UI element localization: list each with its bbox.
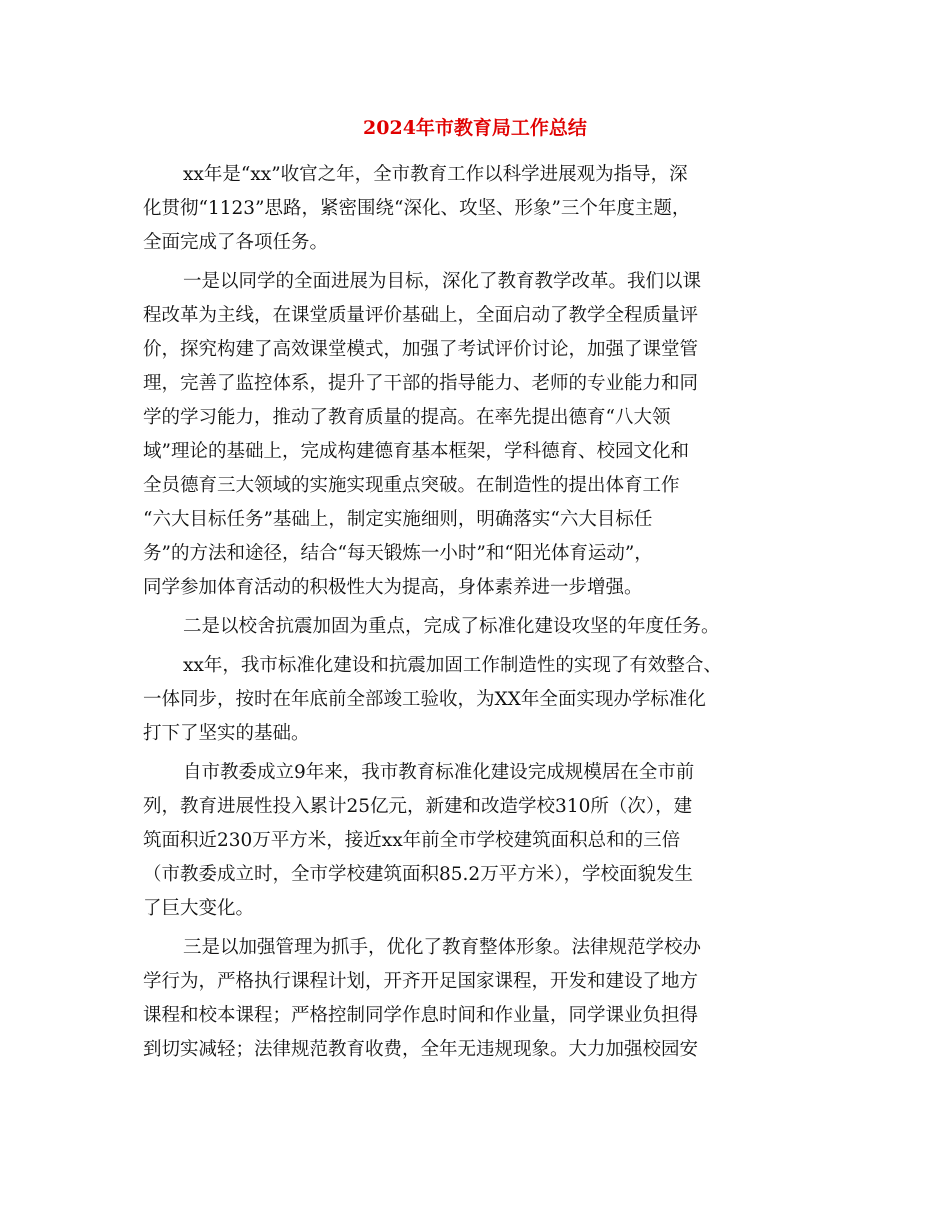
text-line: 学行为，严格执行课程计划，开齐开足国家课程，开发和建设了地方 bbox=[143, 971, 699, 992]
text-line: 自市教委成立9年来，我市教育标准化建设完成规模居在全市前 bbox=[183, 762, 695, 783]
text-line: 域”理论的基础上，完成构建德育基本框架，学科德育、校园文化和 bbox=[143, 441, 689, 462]
text-line: 到切实减轻；法律规范教育收费，全年无违规现象。大力加强校园安 bbox=[143, 1039, 699, 1060]
text-line: “六大目标任务”基础上，制定实施细则，明确落实“六大目标任 bbox=[143, 509, 653, 530]
text-line: 程改革为主线，在课堂质量评价基础上，全面启动了教学全程质量评 bbox=[143, 305, 699, 326]
text-line: 价，探究构建了高效课堂模式，加强了考试评价讨论，加强了课堂管 bbox=[143, 339, 699, 360]
text-line: 学的学习能力，推动了教育质量的提高。在率先提出德育“八大领 bbox=[143, 407, 671, 428]
text-line: 了巨大变化。 bbox=[143, 898, 255, 919]
text-line: 筑面积近230万平方米，接近xx年前全市学校建筑面积总和的三倍 bbox=[143, 830, 681, 851]
text-line: 全员德育三大领域的实施实现重点突破。在制造性的提出体育工作 bbox=[143, 475, 680, 496]
text-line: 一体同步，按时在年底前全部竣工验收，为XX年全面实现办学标准化 bbox=[143, 689, 706, 710]
text-line: 理，完善了监控体系，提升了干部的指导能力、老师的专业能力和同 bbox=[143, 373, 699, 394]
document-title: 2024年市教育局工作总结 bbox=[363, 117, 587, 139]
text-line: 二是以校舍抗震加固为重点，完成了标准化建设攻坚的年度任务。 bbox=[183, 616, 720, 637]
text-line: （市教委成立时，全市学校建筑面积85.2万平方米），学校面貌发生 bbox=[143, 864, 693, 885]
text-line: xx年，我市标准化建设和抗震加固工作制造性的实现了有效整合、 bbox=[183, 655, 722, 676]
text-line: 课程和校本课程；严格控制同学作息时间和作业量，同学课业负担得 bbox=[143, 1005, 699, 1026]
document-body bbox=[143, 158, 808, 1067]
text-line: 全面完成了各项任务。 bbox=[143, 232, 329, 253]
text-line: 列，教育进展性投入累计25亿元，新建和改造学校310所（次），建 bbox=[143, 796, 693, 817]
text-line: xx年是“xx”收官之年，全市教育工作以科学进展观为指导，深 bbox=[183, 164, 688, 185]
text-line: 三是以加强管理为抓手，优化了教育整体形象。法律规范学校办 bbox=[183, 937, 702, 958]
text-line: 一是以同学的全面进展为目标，深化了教育教学改革。我们以课 bbox=[183, 271, 702, 292]
text-line: 化贯彻“1123”思路，紧密围绕“深化、攻坚、形象”三个年度主题， bbox=[143, 198, 691, 219]
text-line: 务”的方法和途径，结合“每天锻炼一小时”和“阳光体育运动”， bbox=[143, 543, 653, 564]
text-line: 打下了坚实的基础。 bbox=[143, 723, 310, 744]
text-line: 同学参加体育活动的积极性大为提高，身体素养进一步增强。 bbox=[143, 577, 643, 598]
